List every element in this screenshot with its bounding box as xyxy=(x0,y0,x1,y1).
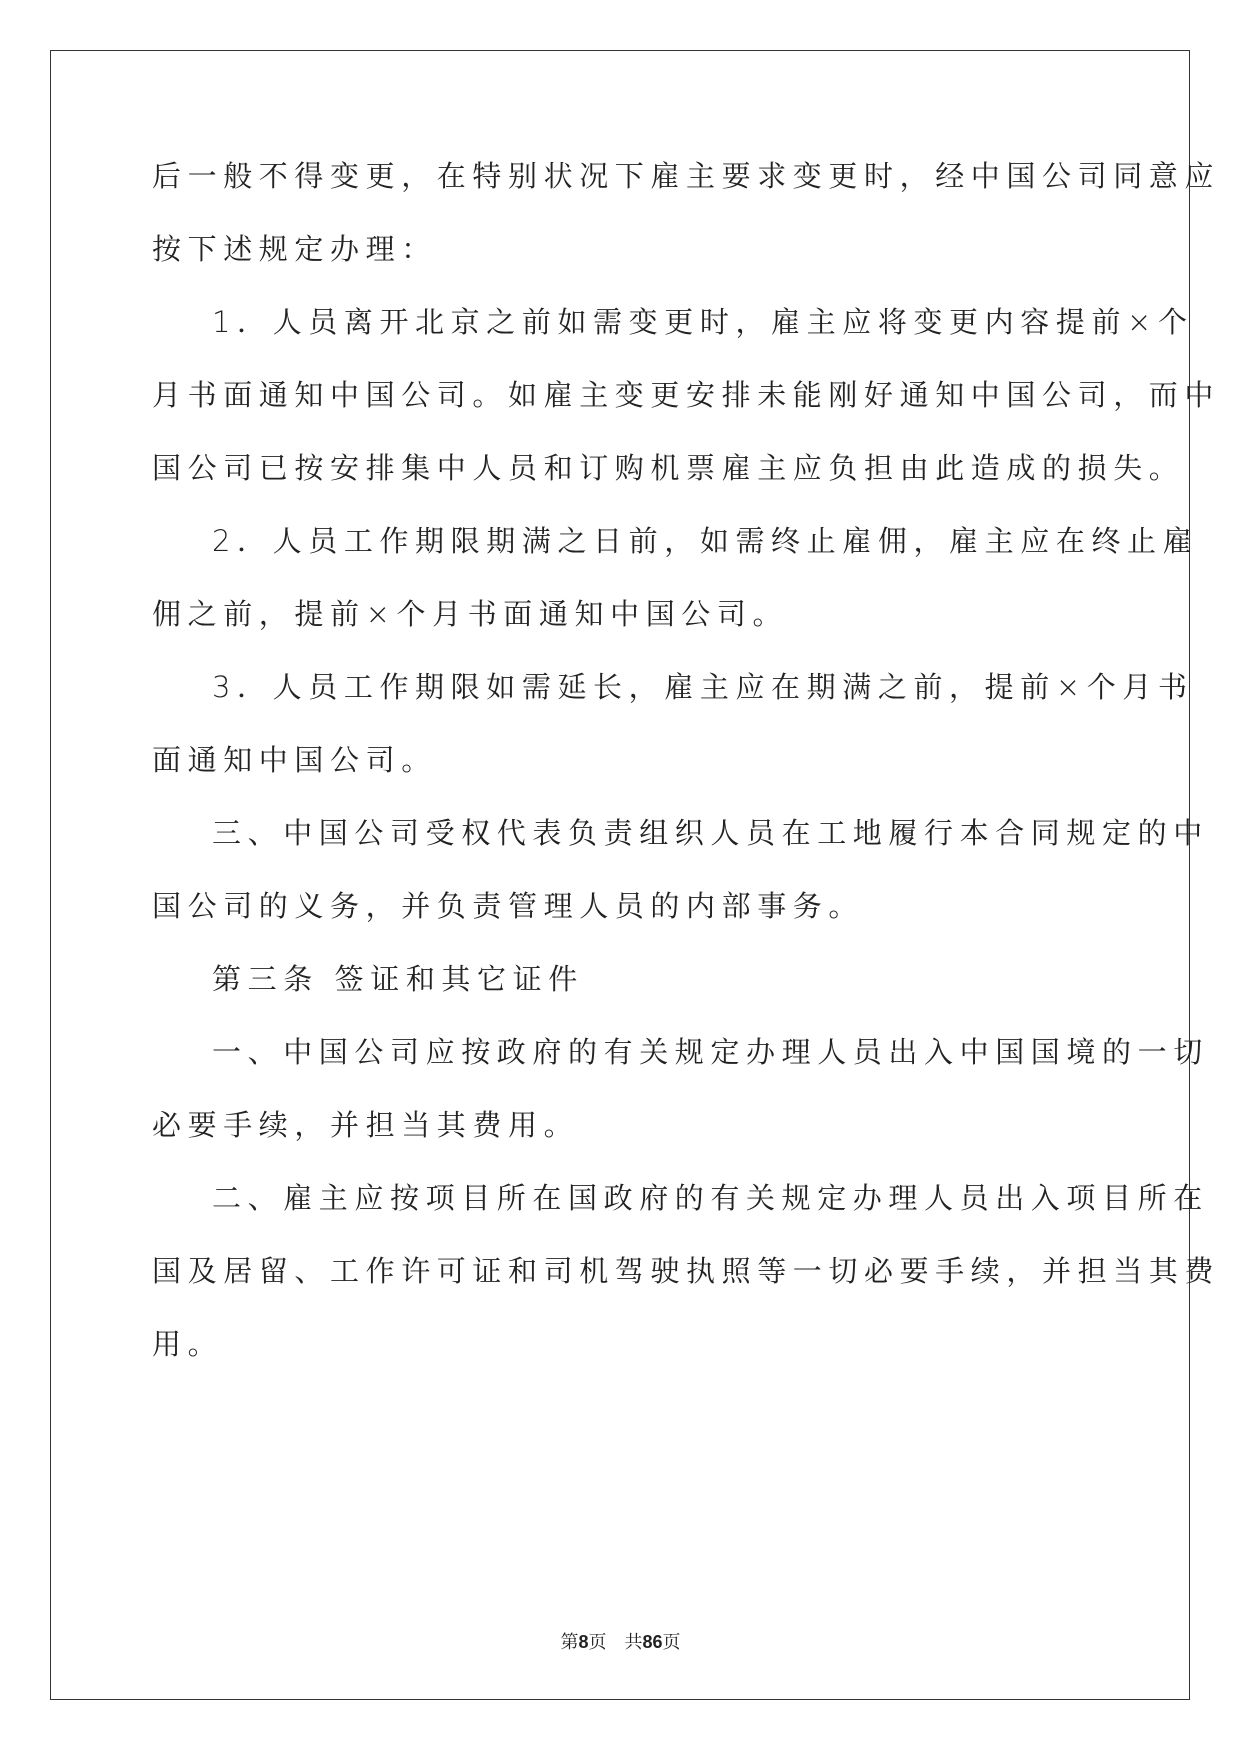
text-line: 国公司已按安排集中人员和订购机票雇主应负担由此造成的损失。 xyxy=(152,451,1185,485)
page-prefix: 第 xyxy=(560,1632,579,1653)
section-heading: 第三条 签证和其它证件 xyxy=(212,962,584,996)
text-line: 佣之前，提前×个月书面通知中国公司。 xyxy=(152,597,789,631)
page-suffix: 页 xyxy=(588,1632,607,1653)
text-line: 月书面通知中国公司。如雇主变更安排未能刚好通知中国公司，而中 xyxy=(152,378,1221,412)
text-line: 2．人员工作期限期满之日前，如需终止雇佣，雇主应在终止雇 xyxy=(212,524,1199,558)
text-line: 三、中国公司受权代表负责组织人员在工地履行本合同规定的中 xyxy=(212,816,1209,850)
text-line: 用。 xyxy=(152,1327,224,1361)
page-number: 8 xyxy=(578,1632,589,1652)
text-line: 面通知中国公司。 xyxy=(152,743,437,777)
page-border xyxy=(50,50,1190,1700)
text-line: 国及居留、工作许可证和司机驾驶执照等一切必要手续，并担当其费 xyxy=(152,1254,1221,1288)
text-line: 3．人员工作期限如需延长，雇主应在期满之前，提前×个月书 xyxy=(212,670,1194,704)
text-line: 必要手续，并担当其费用。 xyxy=(152,1108,580,1142)
text-line: 一、中国公司应按政府的有关规定办理人员出入中国国境的一切 xyxy=(212,1035,1209,1069)
text-line: 国公司的义务，并负责管理人员的内部事务。 xyxy=(152,889,865,923)
total-pages: 86 xyxy=(642,1632,663,1652)
page-footer xyxy=(0,1628,1241,1654)
total-prefix: 共 xyxy=(624,1632,643,1653)
text-line: 后一般不得变更，在特别状况下雇主要求变更时，经中国公司同意应 xyxy=(152,159,1221,193)
text-line: 二、雇主应按项目所在国政府的有关规定办理人员出入项目所在 xyxy=(212,1181,1209,1215)
total-suffix: 页 xyxy=(662,1632,681,1653)
text-line: 1．人员离开北京之前如需变更时，雇主应将变更内容提前×个 xyxy=(212,305,1194,339)
text-line: 按下述规定办理： xyxy=(152,232,437,266)
